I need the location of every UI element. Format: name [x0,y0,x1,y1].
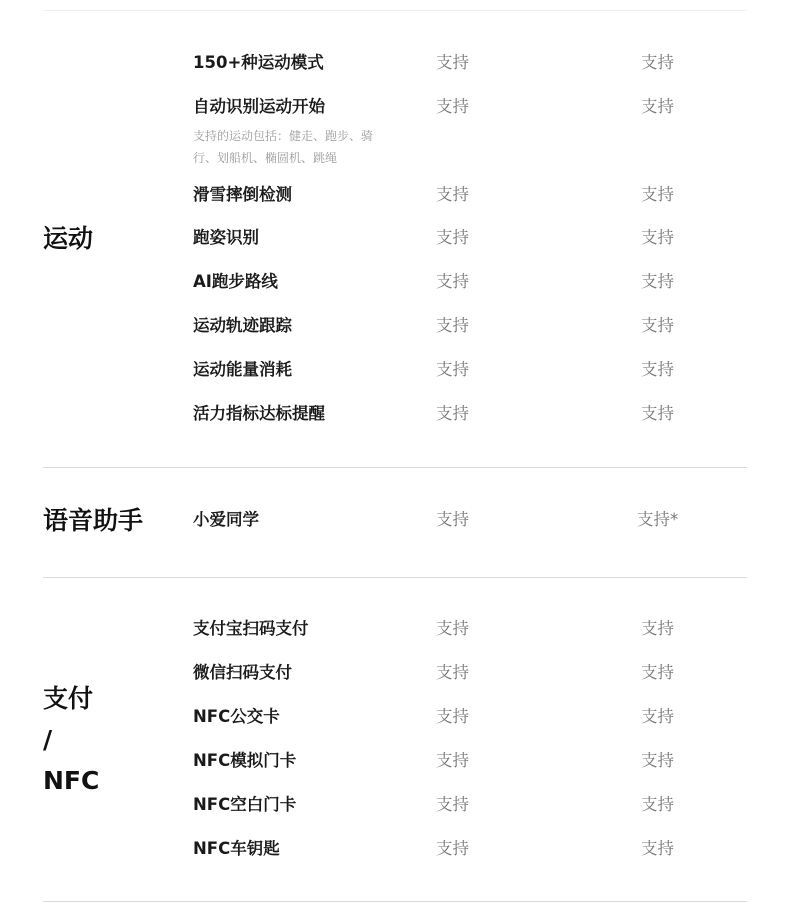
top-divider [43,10,747,11]
feature-label: 小爱同学 [193,510,259,529]
feature-label: 滑雪摔倒检测 [193,185,292,204]
support-value-col1: 支持 [436,185,469,204]
support-value-col2: 支持 [641,707,674,726]
feature-label: NFC车钥匙 [193,839,280,858]
feature-label: 150+种运动模式 [193,53,324,72]
support-value-col1: 支持 [436,707,469,726]
feature-label: 运动能量消耗 [193,360,292,379]
support-value-col1: 支持 [436,404,469,423]
support-value-col2: 支持 [641,751,674,770]
table-row [0,180,790,210]
support-value-col2: 支持* [637,510,679,529]
table-row [0,746,790,776]
support-value-col1: 支持 [436,360,469,379]
table-row [0,834,790,864]
support-value-col1: 支持 [436,839,469,858]
table-row [0,702,790,732]
support-value-col2: 支持 [641,404,674,423]
support-value-col2: 支持 [641,360,674,379]
support-value-col2: 支持 [641,795,674,814]
table-row [0,399,790,429]
support-value-col2: 支持 [641,228,674,247]
feature-label: 运动轨迹跟踪 [193,316,292,335]
feature-label: 支付宝扫码支付 [193,619,309,638]
support-value-col2: 支持 [641,663,674,682]
table-row [0,658,790,688]
feature-label: NFC模拟门卡 [193,751,297,770]
feature-note: 支持的运动包括：健走、跑步、骑行、划船机、椭圆机、跳绳 [193,129,374,165]
table-row [0,223,790,253]
table-row [0,355,790,385]
feature-label: NFC公交卡 [193,707,280,726]
support-value-col1: 支持 [436,272,469,291]
support-value-col2: 支持 [641,839,674,858]
support-value-col1: 支持 [436,795,469,814]
support-value-col1: 支持 [436,510,469,529]
support-value-col1: 支持 [436,751,469,770]
feature-label: 跑姿识别 [193,228,259,247]
support-value-col2: 支持 [641,185,674,204]
support-value-col1: 支持 [436,619,469,638]
feature-label: 活力指标达标提醒 [193,404,325,423]
table-row [0,614,790,644]
section-divider [43,467,747,468]
table-row [0,311,790,341]
category-sport-title: 运动 [43,224,94,253]
support-value-col2: 支持 [641,97,674,116]
support-value-col1: 支持 [436,663,469,682]
table-row [0,267,790,297]
feature-label: 微信扫码支付 [193,663,292,682]
section-divider [43,577,747,578]
support-value-col1: 支持 [436,228,469,247]
support-value-col1: 支持 [436,316,469,335]
support-value-col2: 支持 [641,619,674,638]
table-row [0,505,790,535]
feature-label: AI跑步路线 [193,272,278,291]
feature-label: 自动识别运动开始 [193,97,325,116]
category-payment-title: 支付 / NFC [43,684,100,795]
category-voice-title: 语音助手 [43,506,144,535]
support-value-col1: 支持 [436,53,469,72]
feature-label: NFC空白门卡 [193,795,297,814]
table-row [0,790,790,820]
support-value-col2: 支持 [641,316,674,335]
table-row [0,92,790,165]
support-value-col2: 支持 [641,53,674,72]
support-value-col2: 支持 [641,272,674,291]
section-divider [43,901,747,902]
support-value-col1: 支持 [436,97,469,116]
table-row [0,48,790,78]
